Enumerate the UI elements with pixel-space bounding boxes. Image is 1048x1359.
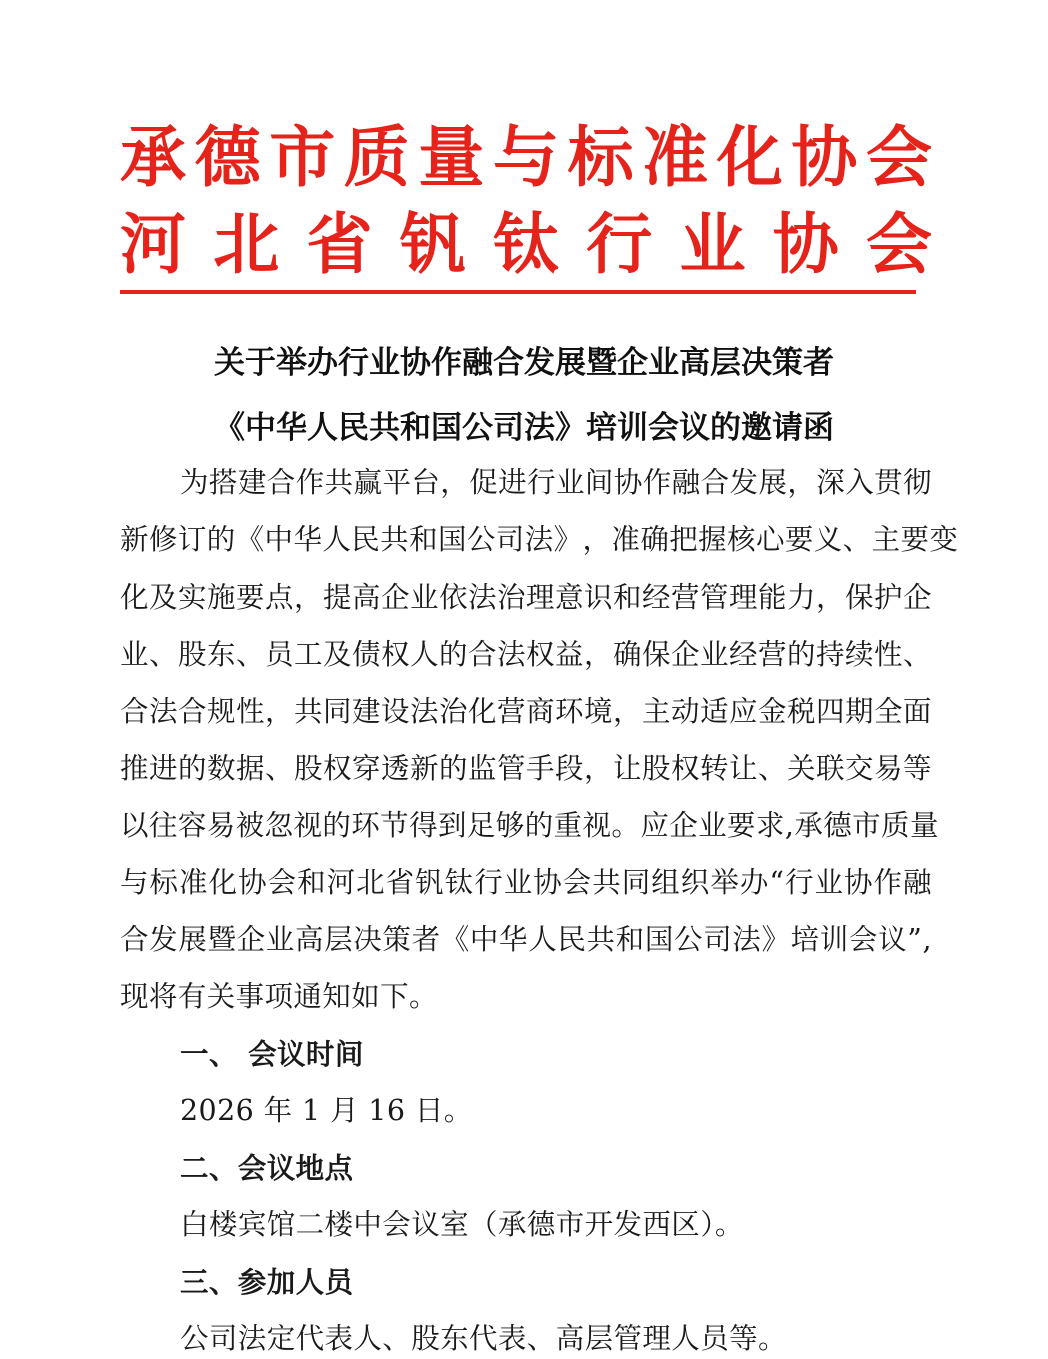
document-title-line-2: 《中华人民共和国公司法》培训会议的邀请函 bbox=[214, 410, 834, 446]
section-content-location: 白楼宾馆二楼中会议室（承德市开发西区）。 bbox=[180, 1208, 744, 1241]
body-line-8: 与 标 准 化 协 会 和 河 北 省 钒 钛 行 业 协 会 共 同 组 织 举 办 “ 行 业 协 作 融 bbox=[120, 866, 932, 899]
body-line-3: 化 及 实 施 要 点 ， 提 高 企 业 依 法 治 理 意 识 和 经 营 管 理 能 力 ， 保 护 企 bbox=[120, 581, 932, 614]
section-heading-location: 二、会议地点 bbox=[180, 1151, 354, 1185]
section-heading-time: 一、 会议时间 bbox=[180, 1037, 364, 1071]
body-line-10: 现将有关事项通知如下。 bbox=[120, 980, 438, 1013]
org-name-1: 承 德 市 质 量 与 标 准 化 协 会 bbox=[120, 119, 932, 196]
body-line-1: 为 搭 建 合 作 共 赢 平 台 ， 促 进 行 业 间 协 作 融 合 发 展 ， 深 入 贯 彻 bbox=[180, 466, 932, 499]
red-divider-rule bbox=[120, 290, 916, 294]
org-name-2: 河 北 省 钒 钛 行 业 协 会 bbox=[120, 206, 932, 283]
body-line-9: 合 发 展 暨 企 业 高 层 决 策 者 《 中 华 人 民 共 和 国 公 司 法 》 培 训 会 议 ” , bbox=[120, 923, 932, 956]
body-line-4: 业 、 股 东 、 员 工 及 债 权 人 的 合 法 权 益 ， 确 保 企 业 经 营 的 持 续 性 、 bbox=[120, 638, 932, 671]
body-line-2: 新 修 订 的 《 中 华 人 民 共 和 国 公 司 法 》 ， 准 确 把 握 核 心 要 义 、 主 要 变 bbox=[120, 523, 959, 556]
document-title-line-1: 关于举办行业协作融合发展暨企业高层决策者 bbox=[214, 345, 834, 381]
section-heading-attendees: 三、参加人员 bbox=[180, 1265, 354, 1299]
body-line-5: 合 法 合 规 性 ， 共 同 建 设 法 治 化 营 商 环 境 ， 主 动 适 应 金 税 四 期 全 面 bbox=[120, 695, 932, 728]
section-content-attendees: 公司法定代表人、股东代表、高层管理人员等。 bbox=[180, 1322, 787, 1355]
body-line-7: 以 往 容 易 被 忽 视 的 环 节 得 到 足 够 的 重 视 。 应 企 业 要 求 , 承 德 市 质 量 bbox=[120, 809, 939, 842]
body-line-6: 推 进 的 数 据 、 股 权 穿 透 新 的 监 管 手 段 ， 让 股 权 转 让 、 关 联 交 易 等 bbox=[120, 752, 932, 785]
section-content-time: 2026 年 1 月 16 日。 bbox=[180, 1094, 473, 1127]
